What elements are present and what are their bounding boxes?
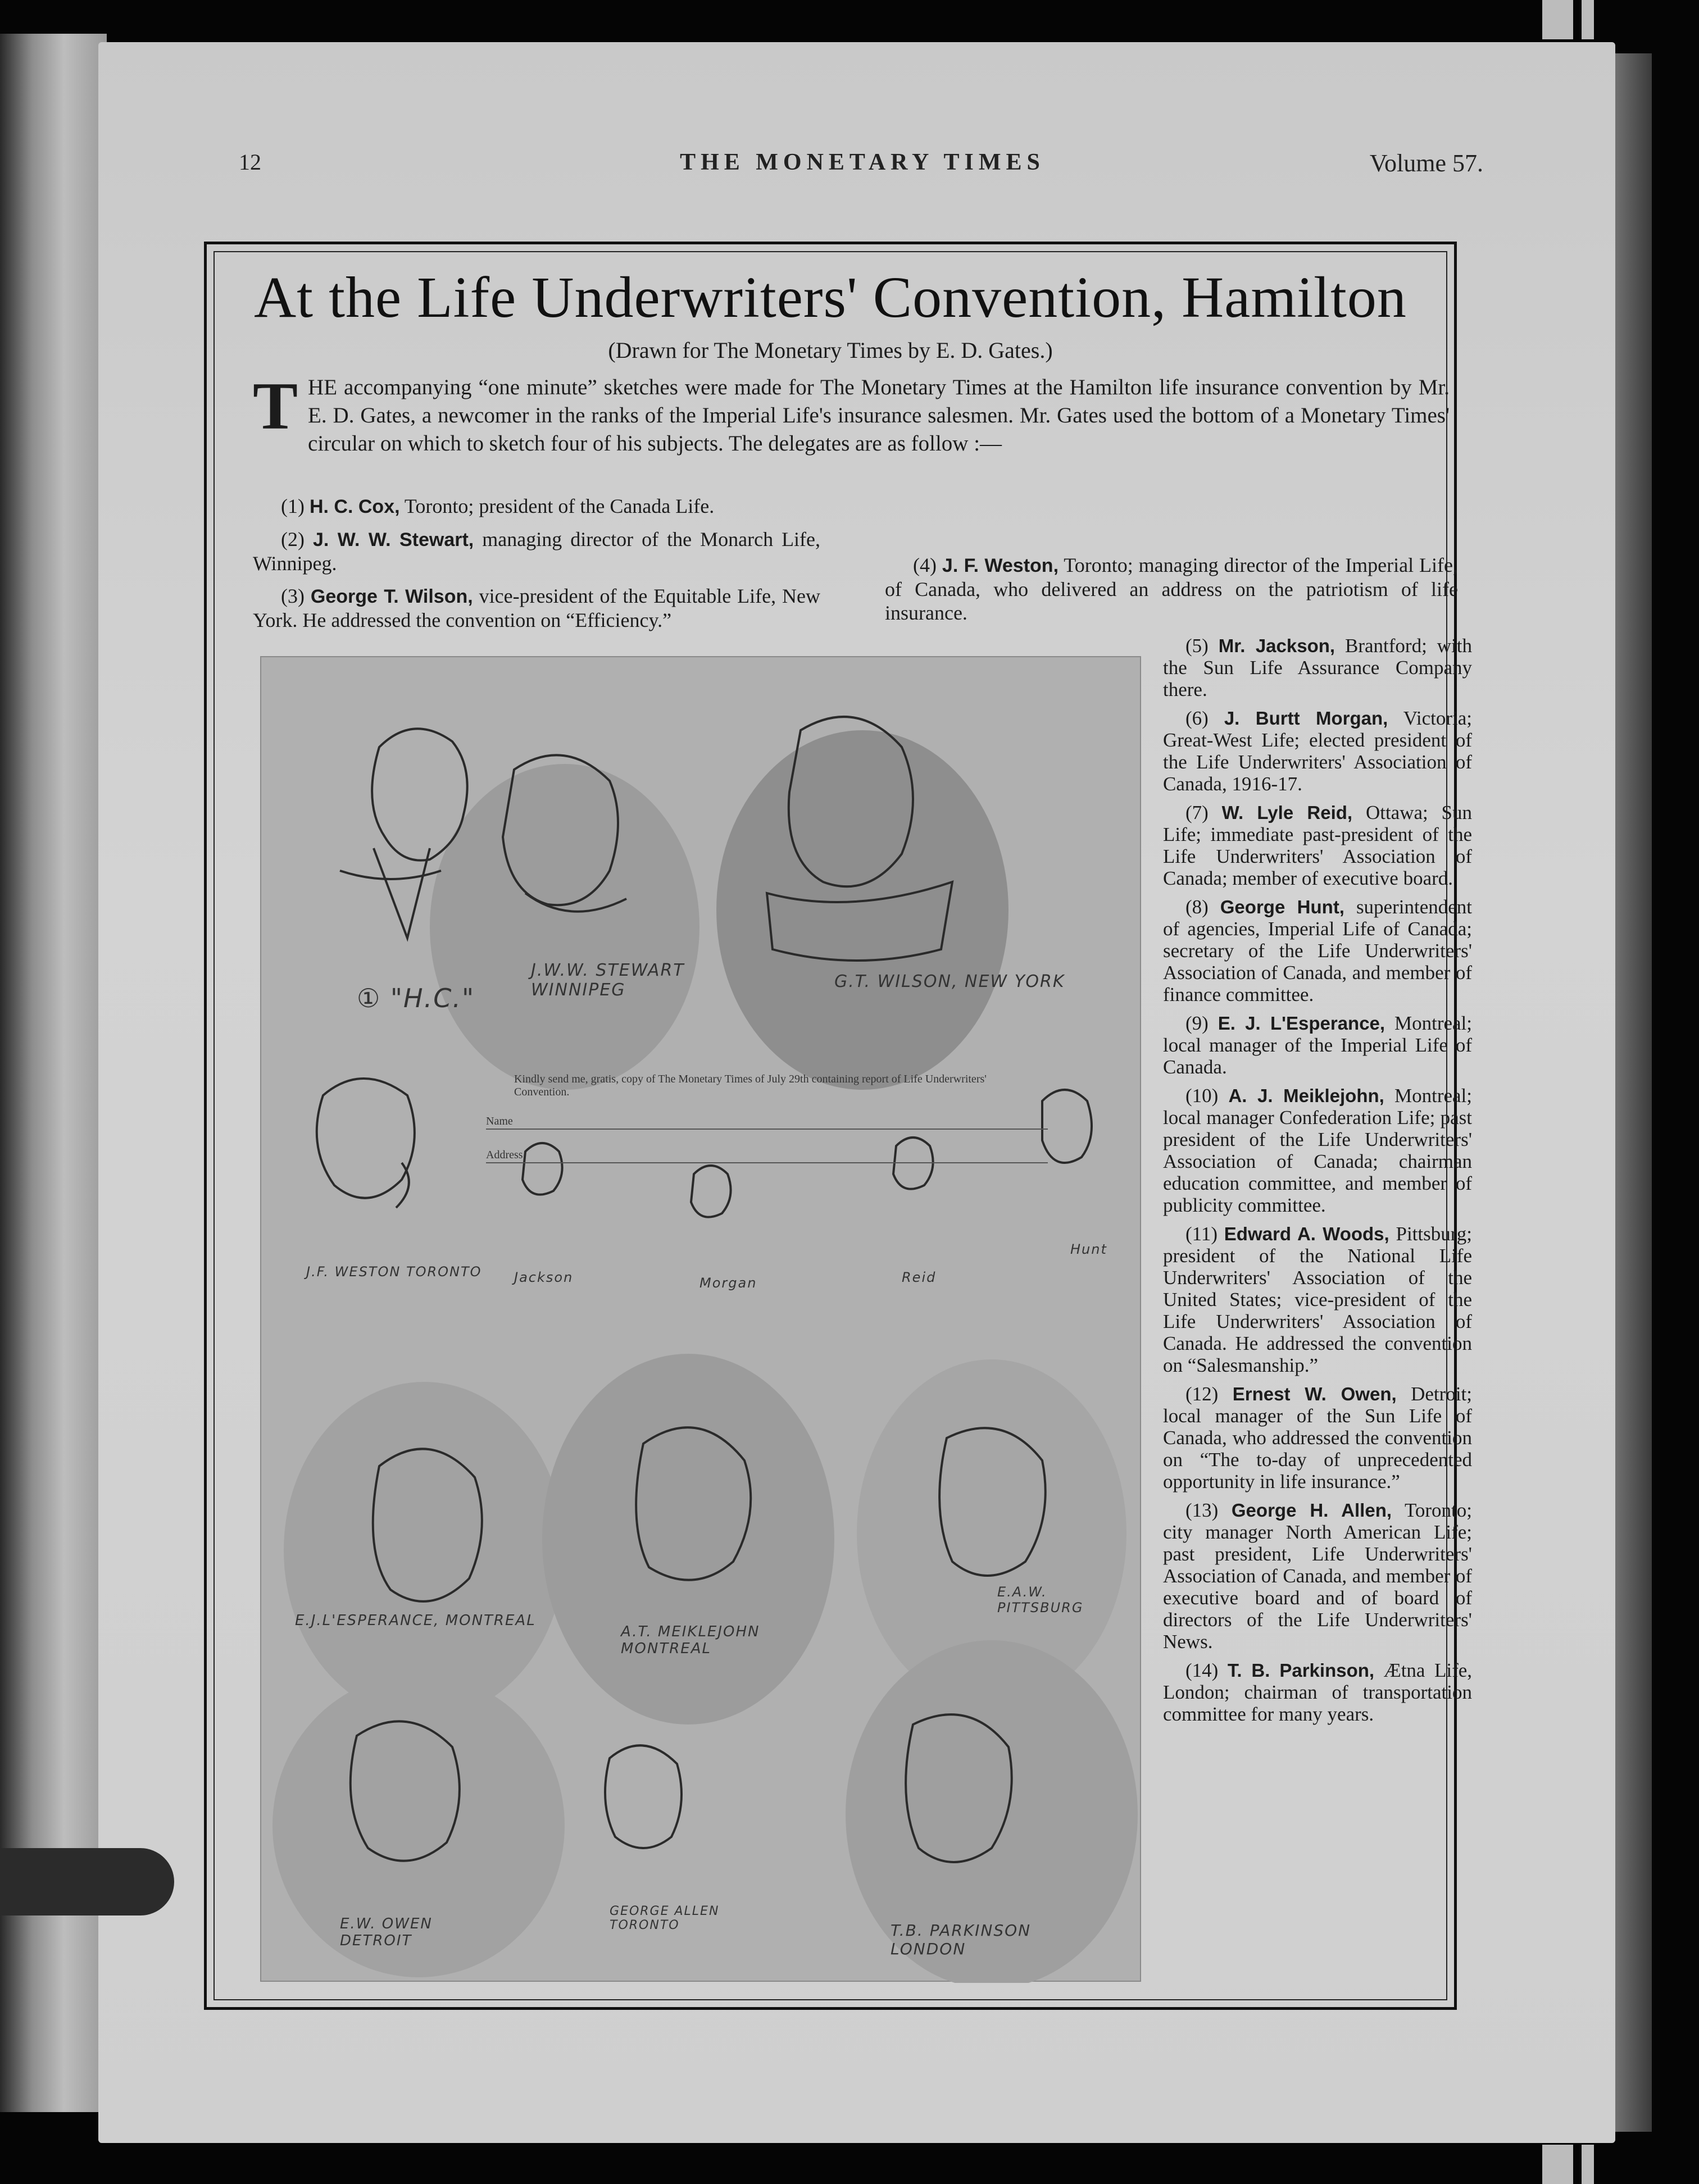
caption: Reid	[902, 1270, 937, 1285]
delegate-entry: (12) Ernest W. Owen, Detroit; local manager of the Sun Life of Canada, who addressed the convention on “The to-day of unprecedented opportunity in life insurance.”	[1163, 1383, 1472, 1493]
drop-cap: T	[253, 368, 298, 443]
head-allen	[605, 1745, 682, 1848]
collar-hc	[340, 848, 441, 938]
caption: T.B. PARKINSON LONDON	[891, 1921, 1032, 1958]
head-hc	[372, 729, 467, 860]
delegate-entry: (10) A. J. Meiklejohn, Montreal; local manager Confederation Life; past president of the Life Underwriters' Association of Canada; chairman education committee, and member of publicity committee.	[1163, 1085, 1473, 1216]
volume-label: Volume 57.	[1369, 149, 1483, 177]
caption: G.T. WILSON, NEW YORK	[834, 972, 1065, 991]
article-title: At the Life Underwriters' Convention, Hamilton	[254, 265, 1407, 330]
delegate-entry: (4) J. F. Weston, Toronto; managing director of the Imperial Life, of Canada, who delivered an address on the patriotism of life insurance.	[885, 554, 1459, 624]
head-jackson	[523, 1143, 562, 1195]
head-morgan	[691, 1166, 731, 1217]
delegate-entry: (13) George H. Allen, Toronto; city manager North American Life; past president, Life Underwriters' Association of Canada, and member of executive board and of board of directors of the Life Underwriters' News.	[1163, 1499, 1472, 1653]
form-address-label: Address	[486, 1149, 523, 1161]
portrait-oval	[542, 1354, 834, 1725]
caption: ① "H.C."	[357, 983, 475, 1013]
page-number: 12	[239, 149, 261, 175]
head-weston	[317, 1079, 415, 1198]
caption: Hunt	[1070, 1241, 1107, 1257]
caption: E.W. OWEN DETROIT	[340, 1915, 433, 1949]
delegate-entry: (7) W. Lyle Reid, Ottawa; Sun Life; immediate past-president of the Life Underwriters' Association of Canada; member of executive board.	[1163, 802, 1473, 889]
delegate-entry: (14) T. B. Parkinson, Ætna Life, London; chairman of transportation committee for many years.	[1163, 1659, 1473, 1725]
lead-paragraph	[253, 368, 1450, 458]
delegate-entry: (2) J. W. W. Stewart, managing director of the Monarch Life, Winnipeg.	[253, 528, 821, 575]
sketch-drawing	[261, 657, 1142, 1983]
caption: J.F. WESTON TORONTO	[306, 1264, 482, 1280]
article-subtitle: (Drawn for The Monetary Times by E. D. Gates.)	[608, 338, 1053, 363]
film-edge	[1582, 0, 1594, 39]
delegate-column-left	[253, 494, 820, 641]
caption: J.W.W. STEWART WINNIPEG	[531, 961, 685, 1000]
sketch-illustration	[260, 656, 1141, 1982]
delegate-column-right	[885, 553, 1458, 634]
portrait-oval	[284, 1382, 565, 1719]
head-hunt	[1042, 1090, 1092, 1163]
form-lines	[486, 1129, 1048, 1163]
delegate-column-side	[1163, 635, 1472, 1732]
delegate-entry: (3) George T. Wilson, vice-president of the Equitable Life, New York. He addressed the convention on “Efficiency.”	[253, 585, 820, 631]
delegate-entry: (6) J. Burtt Morgan, Victoria; Great-West Life; elected president of the Life Underwriters' Association of Canada, 1916-17.	[1163, 707, 1473, 795]
portrait-oval	[430, 764, 699, 1090]
delegate-entry: (8) George Hunt, superintendent of agencies, Imperial Life of Canada; secretary of the Life Underwriters' Association of Canada, and member of finance committee.	[1163, 896, 1472, 1005]
film-edge	[1582, 2145, 1594, 2184]
form-text: Kindly send me, gratis, copy of The Monetary Times of July 29th containing report of Life Underwriters' Convention.	[514, 1073, 987, 1098]
caption: A.T. MEIKLEJOHN MONTREAL	[621, 1623, 760, 1657]
portrait-oval	[716, 730, 1009, 1090]
delegate-entry: (1) H. C. Cox, Toronto; president of the Canada Life.	[281, 495, 715, 517]
film-edge	[1542, 0, 1573, 39]
caption: Morgan	[699, 1275, 757, 1291]
film-edge	[1542, 2145, 1573, 2184]
running-head: THE MONETARY TIMES	[680, 149, 1045, 175]
delegate-entry: (11) Edward A. Woods, Pittsburg; president of the National Life Underwriters' Association of the United States; vice-president of the Life Underwriters' Association of Canada. He addressed the convention on “Salesmanship.”	[1163, 1223, 1472, 1376]
caption: E.J.L'ESPERANCE, MONTREAL	[295, 1612, 536, 1629]
book-clip	[0, 1848, 174, 1915]
caption: GEORGE ALLEN TORONTO	[610, 1904, 720, 1932]
delegate-entry: (9) E. J. L'Esperance, Montreal; local manager of the Imperial Life of Canada.	[1163, 1012, 1472, 1078]
delegate-entry: (5) Mr. Jackson, Brantford; with the Sun Life Assurance Company there.	[1163, 635, 1472, 700]
caption: E.A.W. PITTSBURG	[997, 1584, 1084, 1616]
lead-text: HE accompanying “one minute” sketches were made for The Monetary Times at the Hamilton life insurance convention by Mr. E. D. Gates, a newcomer in the ranks of the Imperial Life's insurance salesmen. Mr. Gates used the bottom of a Monetary Times' circular on which to sketch four of his subjects. The delegates are as follow :—	[308, 375, 1450, 456]
book-spine	[0, 34, 107, 2112]
caption: Jackson	[514, 1270, 574, 1285]
beard-weston	[396, 1163, 409, 1208]
form-name-label: Name	[486, 1115, 513, 1127]
